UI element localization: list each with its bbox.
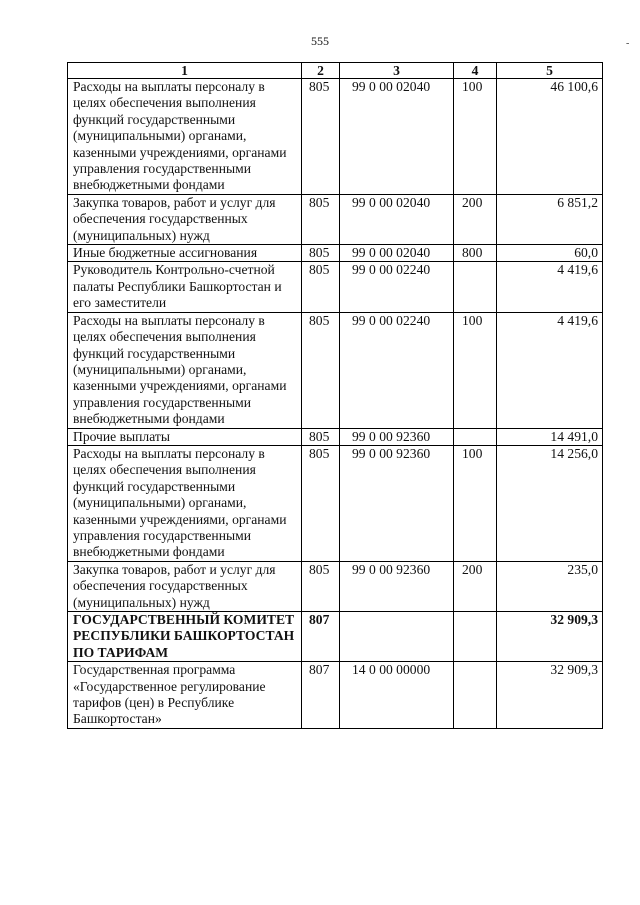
row-name-cell: Закупка товаров, работ и услуг для обеспечения государственных (муниципальных) нужд: [68, 561, 302, 611]
row-name-cell: Закупка товаров, работ и услуг для обеспечения государственных (муниципальных) нужд: [68, 194, 302, 244]
header-cell-2: 2: [302, 63, 340, 79]
header-cell-5: 5: [497, 63, 603, 79]
row-ved-cell: 805: [302, 194, 340, 244]
row-name-cell: Расходы на выплаты персоналу в целях обеспечения выполнения функций государственными (муниципальными) органами, казенными учреждениями, органами управления государственными внебюджетными фондами: [68, 312, 302, 428]
page-number: 555: [311, 34, 329, 48]
row-ved-cell: 805: [302, 561, 340, 611]
row-name-cell: Руководитель Контрольно-счетной палаты Республики Башкортостан и его заместители: [68, 262, 302, 312]
row-ved-cell: 807: [302, 612, 340, 662]
row-csr-cell: [340, 612, 454, 662]
row-vr-cell: [454, 428, 497, 445]
row-sum-cell: 235,0: [497, 561, 603, 611]
row-sum-cell: 6 851,2: [497, 194, 603, 244]
row-sum-cell: 32 909,3: [497, 612, 603, 662]
row-ved-cell: 805: [302, 262, 340, 312]
row-name-cell: Расходы на выплаты персоналу в целях обеспечения выполнения функций государственными (муниципальными) органами, казенными учреждениями, органами управления государственными внебюджетными фондами: [68, 445, 302, 561]
row-vr-cell: 200: [454, 561, 497, 611]
table-row: [68, 79, 603, 195]
row-ved-cell: 805: [302, 245, 340, 262]
row-vr-cell: 100: [454, 79, 497, 195]
row-csr-cell: 99 0 00 02040: [340, 245, 454, 262]
row-csr-cell: 99 0 00 02240: [340, 312, 454, 428]
row-name-cell: Государственная программа «Государственное регулирование тарифов (цен) в Республике Башкортостан»: [68, 662, 302, 729]
row-csr-cell: 99 0 00 02240: [340, 262, 454, 312]
row-csr-cell: 99 0 00 02040: [340, 79, 454, 195]
row-sum-cell: 14 256,0: [497, 445, 603, 561]
row-name-cell: Расходы на выплаты персоналу в целях обеспечения выполнения функций государственными (муниципальными) органами, казенными учреждениями, органами управления государственными внебюджетными фондами: [68, 79, 302, 195]
row-sum-cell: 60,0: [497, 245, 603, 262]
table-row: [68, 561, 603, 611]
row-csr-cell: 99 0 00 92360: [340, 561, 454, 611]
header-cell-3: 3: [340, 63, 454, 79]
row-sum-cell: 46 100,6: [497, 79, 603, 195]
header-cell-4: 4: [454, 63, 497, 79]
table-row: [68, 445, 603, 561]
row-csr-cell: 99 0 00 92360: [340, 445, 454, 561]
row-ved-cell: 807: [302, 662, 340, 729]
row-vr-cell: 100: [454, 312, 497, 428]
table-row: [68, 245, 603, 262]
row-vr-cell: 200: [454, 194, 497, 244]
row-vr-cell: 100: [454, 445, 497, 561]
table-header-row: [68, 63, 603, 79]
row-csr-cell: 14 0 00 00000: [340, 662, 454, 729]
row-vr-cell: [454, 262, 497, 312]
row-sum-cell: 4 419,6: [497, 262, 603, 312]
table-body: [68, 79, 603, 729]
table-row: [68, 662, 603, 729]
row-ved-cell: 805: [302, 428, 340, 445]
row-vr-cell: [454, 662, 497, 729]
row-vr-cell: 800: [454, 245, 497, 262]
row-sum-cell: 4 419,6: [497, 312, 603, 428]
row-sum-cell: 32 909,3: [497, 662, 603, 729]
row-csr-cell: 99 0 00 92360: [340, 428, 454, 445]
row-ved-cell: 805: [302, 79, 340, 195]
row-ved-cell: 805: [302, 312, 340, 428]
row-name-cell: Прочие выплаты: [68, 428, 302, 445]
row-sum-cell: 14 491,0: [497, 428, 603, 445]
table-row: [68, 612, 603, 662]
row-name-cell: Иные бюджетные ассигнования: [68, 245, 302, 262]
header-cell-1: 1: [68, 63, 302, 79]
row-vr-cell: [454, 612, 497, 662]
table-row: [68, 262, 603, 312]
row-ved-cell: 805: [302, 445, 340, 561]
row-name-cell: ГОСУДАРСТВЕННЫЙ КОМИТЕТ РЕСПУБЛИКИ БАШКОРТОСТАН ПО ТАРИФАМ: [68, 612, 302, 662]
table-row: [68, 428, 603, 445]
budget-table: [67, 62, 603, 729]
corner-mark: -: [626, 38, 630, 49]
row-csr-cell: 99 0 00 02040: [340, 194, 454, 244]
table-row: [68, 194, 603, 244]
table-row: [68, 312, 603, 428]
